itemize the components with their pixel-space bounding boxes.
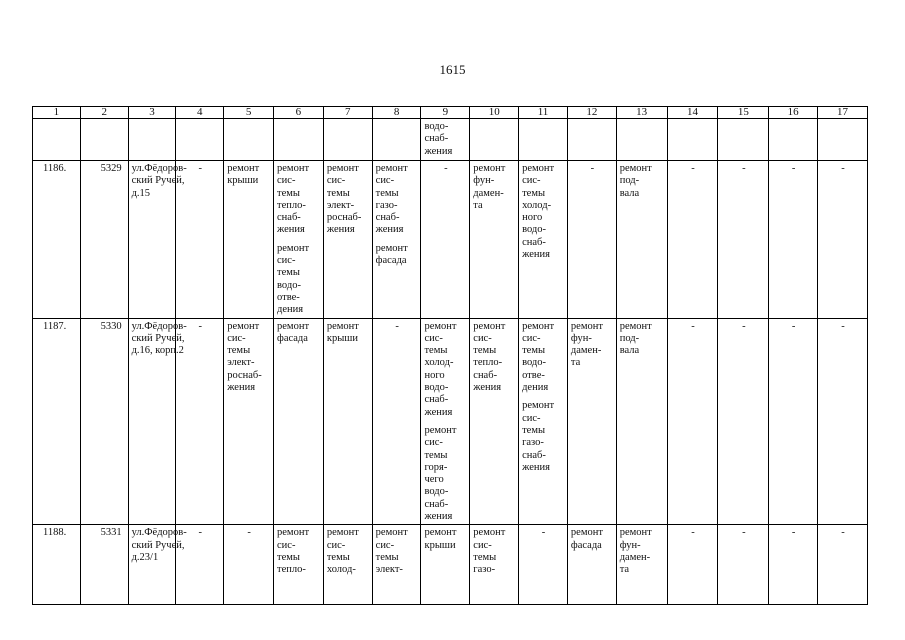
row-number-cell: 1187. [33,318,81,525]
column-number: 4 [176,107,224,119]
cell-text-line: сис- [227,332,246,344]
cell-text-line: водо- [424,121,449,132]
work-cell-col-5-value: - [247,527,251,539]
work-cell-col-14-value: - [691,163,695,174]
cell-text-line: жения [227,382,256,394]
address-line: ский Ручей, [131,539,185,551]
cell-text-line: ремонт [522,320,555,332]
work-cell-col-13 [616,161,667,319]
cell-text-line: крыши [326,332,358,344]
address-line: ул.Фёдоров- [131,527,187,539]
work-cell-col-13 [616,318,667,525]
work-cell-col-14 [667,161,718,319]
work-cell-col-13 [616,525,667,605]
cell-text-line: темы [277,551,300,563]
work-cell-col-8-value: - [395,320,399,332]
cell-text-line: ремонт [570,320,603,332]
column-number: 13 [616,107,667,119]
cell-text-line: жения [473,382,502,394]
work-cell-col-7 [323,318,372,525]
work-cell-col-4 [176,119,224,161]
cell-text-line: сис- [424,437,443,449]
row-number-cell: 1186. [33,161,81,319]
cell-text-line: роснаб- [227,369,262,381]
work-cell-col-12 [567,525,616,605]
address-cell [128,525,187,605]
cell-text-line: жения [522,461,550,473]
address-line: д.15 [131,187,151,199]
repair-schedule-table [32,106,868,605]
work-cell-col-12 [567,318,616,525]
work-cell-col-14 [667,525,718,605]
work-cell-col-5 [224,525,274,605]
cell-text-line: ремонт [619,527,652,539]
cell-text-line: темы [522,345,546,357]
column-number: 5 [224,107,274,119]
column-number: 15 [718,107,769,119]
work-cell-col-7 [323,119,372,161]
work-cell-col-11-value: - [541,527,546,539]
work-cell-col-10 [470,318,519,525]
work-cell-col-8 [372,161,421,319]
cell-text-line: дения [522,382,549,394]
cell-text-line: жения [326,224,355,236]
cell-text-line: ремонт [375,163,408,174]
cell-text-line: темы [424,449,448,461]
house-code-cell: 5330 [80,318,128,525]
cell-text-line: фун- [473,175,495,187]
cell-text-line: водо- [424,486,449,498]
cell-text-line: фасада [375,255,407,267]
cell-text-line: ремонт [424,527,457,539]
work-cell-col-4-value: - [198,163,203,174]
work-cell-col-17 [818,161,868,319]
cell-text-line: ремонт [619,320,652,332]
cell-text-line: ремонт [227,320,260,332]
work-cell-col-9-value: - [444,163,448,174]
cell-text-line: элект- [326,199,355,211]
cell-text-line: под- [619,332,640,344]
work-cell-col-9 [421,318,470,525]
work-cell-col-17 [818,525,868,605]
cell-text-line: темы [227,345,251,357]
work-cell-col-12-value: - [590,163,595,174]
work-cell-col-17-value: - [841,527,845,539]
work-cell-col-9 [421,119,470,161]
address-line: ул.Фёдоров- [131,163,187,174]
cell-text-line: сис- [522,412,541,424]
work-cell-col-17-value: - [841,163,845,174]
column-number: 16 [769,107,818,119]
cell-text-line: отве- [277,291,300,303]
column-number: 7 [323,107,372,119]
work-cell-col-7 [323,525,372,605]
cell-text-line: жения [424,406,453,418]
cell-text-line: темы [522,424,546,436]
work-cell-col-17 [818,119,868,161]
work-cell-col-12 [567,161,616,319]
cell-text-line: дамен- [473,187,504,199]
cell-text-line: водо- [522,357,547,369]
cell-text-line: газо- [522,437,544,449]
cell-text-line: ремонт [326,527,359,539]
cell-text-line: газо- [473,564,496,576]
work-cell-col-8 [372,318,421,525]
cell-text-line: сис- [326,175,346,187]
work-cell-col-17 [818,318,868,525]
cell-text-line: элект- [375,564,403,576]
table-row [33,119,868,161]
cell-text-line: фасада [570,539,602,551]
cell-text-line: холод- [522,199,552,211]
cell-text-line: сис- [326,539,346,551]
cell-text-line: темы [326,187,350,199]
work-cell-col-14-value: - [691,320,695,332]
cell-text-line: ремонт [473,320,506,332]
cell-text-line: сис- [277,539,296,551]
house-code-cell: 5331 [80,525,128,605]
cell-text-line: тепло- [473,357,503,369]
cell-text-line: сис- [277,175,296,187]
address-line: д.23/1 [131,551,159,563]
work-cell-col-16-value: - [791,163,796,174]
work-cell-col-9 [421,525,470,605]
cell-text-line: темы [473,345,497,357]
work-cell-col-9 [421,161,470,319]
column-number: 3 [128,107,176,119]
cell-text-line: крыши [227,175,259,187]
cell-text-line: под- [619,175,640,187]
column-number: 17 [818,107,868,119]
work-cell-col-11 [519,525,568,605]
work-cell-col-15 [718,161,769,319]
cell-text-line: вала [619,187,640,199]
cell-text-line: ремонт [424,424,457,436]
cell-text-line: ремонт [277,242,310,254]
work-cell-col-17-value: - [841,320,845,332]
cell-text-line: снаб- [277,212,301,224]
cell-text-line: дамен- [619,551,651,563]
address-cell [128,161,187,319]
work-cell-col-5 [224,119,274,161]
cell-text-line: снаб- [473,369,498,381]
address-cell [128,119,176,161]
table-body [33,107,868,605]
address-line: ский Ручей, [131,332,185,344]
work-cell-col-8 [372,119,421,161]
cell-text-line: горя- [424,461,448,473]
house-code-cell: 5329 [80,161,128,319]
cell-text-line: чего [424,474,444,486]
cell-text-line: вала [619,345,640,357]
work-cell-col-10 [470,161,519,319]
house-code-cell [80,119,128,161]
cell-text-line: снаб- [424,394,449,406]
cell-text-line: ремонт [326,163,359,174]
cell-text-line: ремонт [473,163,506,174]
work-cell-col-10 [470,119,519,161]
work-cell-col-14-value: - [691,527,695,539]
cell-text-line: отве- [522,369,545,381]
cell-text-line: тепло- [277,199,306,211]
cell-text-line: ного [522,212,543,224]
work-cell-col-14 [667,119,718,161]
cell-text-line: водо- [424,382,449,394]
cell-text-line: ремонт [522,163,555,174]
cell-text-line: холод- [424,357,454,369]
cell-text-line: сис- [473,539,492,551]
work-cell-col-8 [372,525,421,605]
table-row [33,318,868,525]
cell-text-line: ремонт [326,320,359,332]
work-cell-col-15 [718,119,769,161]
column-number: 6 [274,107,324,119]
cell-text-line: снаб- [424,133,449,145]
cell-text-line: дамен- [570,345,602,357]
work-cell-col-15-value: - [742,320,746,332]
cell-text-line: снаб- [522,236,546,248]
column-number-row [33,107,868,119]
cell-text-line: жения [375,224,404,236]
work-cell-col-11 [519,161,568,319]
cell-text-line: водо- [277,279,301,291]
cell-text-line: жения [277,224,305,236]
cell-text-line: ремонт [375,527,408,539]
work-cell-col-13 [616,119,667,161]
cell-text-line: ремонт [619,163,652,174]
cell-text-line: темы [522,187,546,199]
cell-text-line: ремонт [522,400,555,412]
cell-text-line: сис- [522,175,541,187]
cell-text-line: элект- [227,357,255,369]
cell-text-line: темы [375,551,399,563]
cell-text-line: темы [326,551,350,563]
cell-text-line: тепло- [277,564,306,576]
work-cell-col-14 [667,318,718,525]
column-number: 11 [519,107,568,119]
work-cell-col-15 [718,525,769,605]
work-cell-col-15-value: - [742,527,746,539]
work-cell-col-4-value: - [198,527,203,539]
work-cell-col-15 [718,318,769,525]
cell-text-line: ремонт [277,320,310,332]
cell-text-line: снаб- [522,449,546,461]
column-number: 9 [421,107,470,119]
cell-text-line: темы [473,551,497,563]
cell-text-line: дения [277,304,304,316]
work-cell-col-16 [769,525,818,605]
cell-text-line: сис- [277,255,296,267]
work-cell-col-16 [769,119,818,161]
work-cell-col-6 [274,161,324,319]
work-cell-col-15-value: - [742,163,746,174]
address-line: ул.Фёдоров- [131,320,187,332]
cell-text-line: фун- [619,539,641,551]
cell-text-line: жения [424,145,453,157]
page-number: 1615 [439,62,466,77]
cell-text-line: фун- [570,332,592,344]
cell-text-line: ремонт [227,163,260,174]
work-cell-col-6 [274,119,324,161]
column-number: 10 [470,107,519,119]
column-number: 14 [667,107,718,119]
cell-text-line: ремонт [570,527,603,539]
cell-text-line: ремонт [473,527,506,539]
table-row [33,161,868,319]
cell-text-line: та [473,199,483,211]
cell-text-line: сис- [375,539,395,551]
column-number: 12 [567,107,616,119]
cell-text-line: снаб- [375,212,400,224]
cell-text-line: ремонт [277,163,310,174]
work-cell-col-12 [567,119,616,161]
cell-text-line: темы [375,187,399,199]
work-cell-col-7 [323,161,372,319]
cell-text-line: ремонт [277,527,310,539]
work-cell-col-10 [470,525,519,605]
work-cell-col-11 [519,119,568,161]
work-cell-col-16 [769,318,818,525]
work-cell-col-16-value: - [791,320,796,332]
cell-text-line: жения [424,511,453,523]
work-cell-col-16 [769,161,818,319]
table-row [33,525,868,605]
cell-text-line: роснаб- [326,212,362,224]
cell-text-line: сис- [375,175,395,187]
cell-text-line: крыши [424,539,456,551]
cell-text-line: холод- [326,564,356,576]
cell-text-line: газо- [375,199,398,211]
cell-text-line: водо- [522,224,547,236]
cell-text-line: сис- [424,332,443,344]
cell-text-line: темы [277,267,300,279]
row-number-cell: 1188. [33,525,81,605]
cell-text-line: темы [424,345,448,357]
cell-text-line: та [619,564,630,576]
cell-text-line: ного [424,369,445,381]
work-cell-col-4-value: - [198,320,203,332]
work-cell-col-5 [224,161,274,319]
column-number: 2 [80,107,128,119]
cell-text-line: ремонт [375,242,408,254]
cell-text-line: та [570,357,581,369]
row-number-cell [33,119,81,161]
work-cell-col-5 [224,318,274,525]
work-cell-col-6 [274,318,324,525]
column-number: 8 [372,107,421,119]
address-cell [128,318,187,525]
cell-text-line: фасада [277,332,308,344]
cell-text-line: темы [277,187,300,199]
cell-text-line: снаб- [424,498,449,510]
cell-text-line: жения [522,249,550,261]
address-line: д.16, корп.2 [131,345,184,357]
address-line: ский Ручей, [131,175,185,187]
work-cell-col-16-value: - [791,527,796,539]
cell-text-line: сис- [522,332,541,344]
cell-text-line: ремонт [424,320,457,332]
column-number: 1 [33,107,81,119]
cell-text-line: сис- [473,332,492,344]
repair-schedule-table-wrapper [32,106,868,640]
work-cell-col-11 [519,318,568,525]
work-cell-col-6 [274,525,324,605]
